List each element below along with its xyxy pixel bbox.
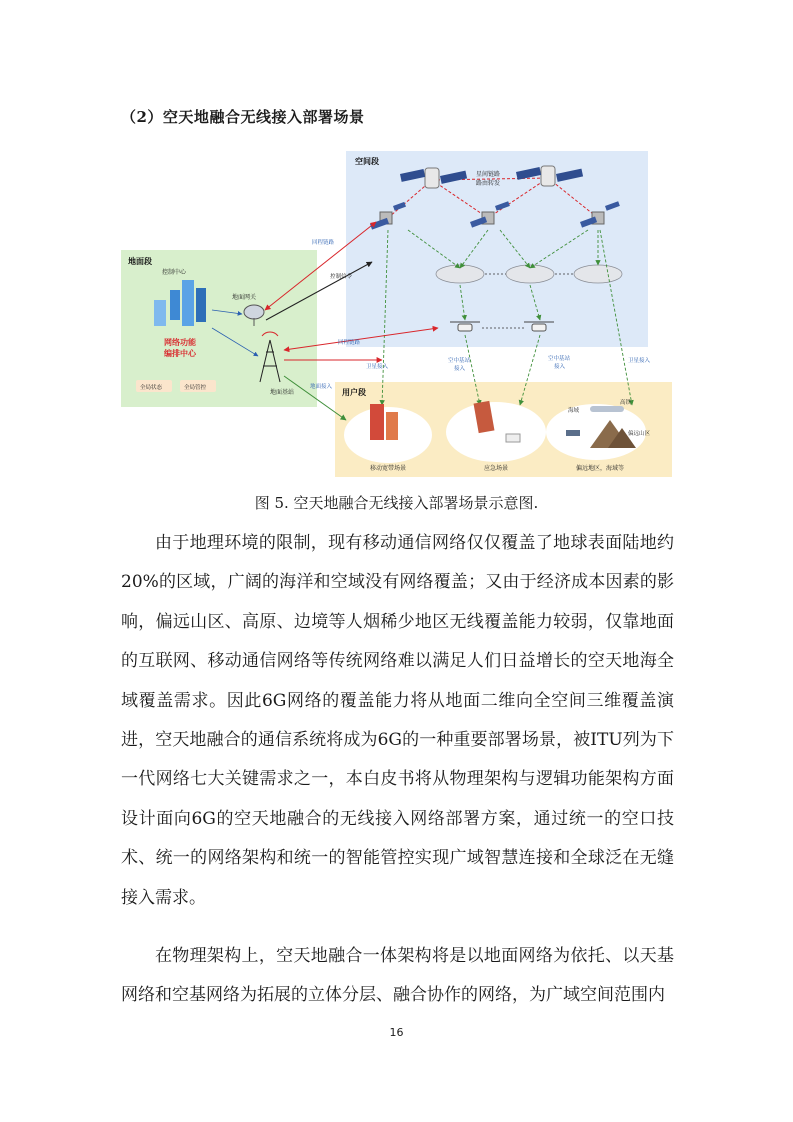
airship-icon — [574, 265, 622, 283]
orchestration-center-label: 网络功能编排中心 — [164, 338, 196, 358]
return-link-label: 回程链路 — [312, 240, 335, 246]
scene-cloud — [446, 402, 546, 462]
airship-icon — [506, 265, 554, 283]
building-icon — [386, 412, 398, 440]
air-bs-access-label: 空中基站接入 — [548, 356, 571, 370]
ground-bs-label: 地面基站 — [270, 389, 295, 396]
page-number: 16 — [389, 1026, 404, 1039]
ambulance-icon — [506, 434, 520, 442]
scene-remote-label: 偏远地区，海域等 — [576, 465, 625, 472]
user-segment-label: 用户段 — [342, 388, 366, 397]
scene-emergency-label: 应急场景 — [484, 465, 509, 472]
body-paragraph: 由于地理环境的限制，现有移动通信网络仅仅覆盖了地球表面陆地约20%的区域，广阔的海洋和空域没有网络覆盖；又由于经济成本因素的影响，偏远山区、高原、边境等人烟稀少地区无线覆盖能力较弱，仅靠地面的互联网、移动通信网络等传统网络难以满足人们日益增长的空天地海全域覆盖需求。因此6G网络的覆盖能力将从地面二维向全空间三维覆盖演进，空天地融合的通信系统将成为6G的一种重要部署场景，被ITU列为下一代网络七大关键需求之一，本白皮书将从物理架构与逻辑功能架构方面设计面向6G的空天地融合的无线接入网络部署方案，通过统一的空口技术、统一的网络架构和统一的智能管控实现广域智慧连接和全球泛在无缝接入需求。 — [121, 533, 674, 908]
control-center-label: 控制中心 — [162, 269, 187, 276]
body-paragraph: 在物理架构上，空天地融合一体架构将是以地面网络为依托、以天基网络和空基网络为拓展的立体分层、融合协作的网络，为广域空间范围内 — [121, 946, 674, 1006]
sat-access-label: 卫星接入 — [628, 358, 651, 364]
ship-icon — [566, 430, 580, 436]
sea-area-label: 海域 — [568, 408, 580, 414]
scene-mobile-label: 移动宽带场景 — [370, 465, 407, 472]
air-bs-access-label: 空中基站接入 — [448, 358, 471, 372]
figure-caption: 图 5. 空天地融合无线接入部署场景示意图. — [254, 494, 539, 512]
global-state-label: 全局状态 — [140, 385, 163, 391]
global-control-label: 全局管控 — [184, 385, 207, 391]
section-heading: （2）空天地融合无线接入部署场景 — [121, 108, 365, 126]
inter-sat-route-label: 星间链路路由转发 — [476, 171, 501, 187]
ground-segment-label: 地面段 — [128, 257, 152, 266]
space-segment-label: 空间段 — [355, 157, 379, 166]
architecture-figure — [120, 150, 676, 480]
control-signaling-label: 控制信令 — [330, 274, 353, 280]
building-icon — [370, 404, 384, 440]
ground-access-label: 地面接入 — [310, 384, 333, 390]
return-link-label: 回程链路 — [338, 340, 361, 346]
ground-gateway-label: 地面网关 — [232, 294, 257, 301]
train-icon — [590, 406, 624, 412]
remote-mountain-label: 偏远山区 — [628, 431, 651, 437]
sat-access-label: 卫星接入 — [366, 364, 389, 370]
high-speed-rail-label: 高铁 — [620, 400, 632, 406]
